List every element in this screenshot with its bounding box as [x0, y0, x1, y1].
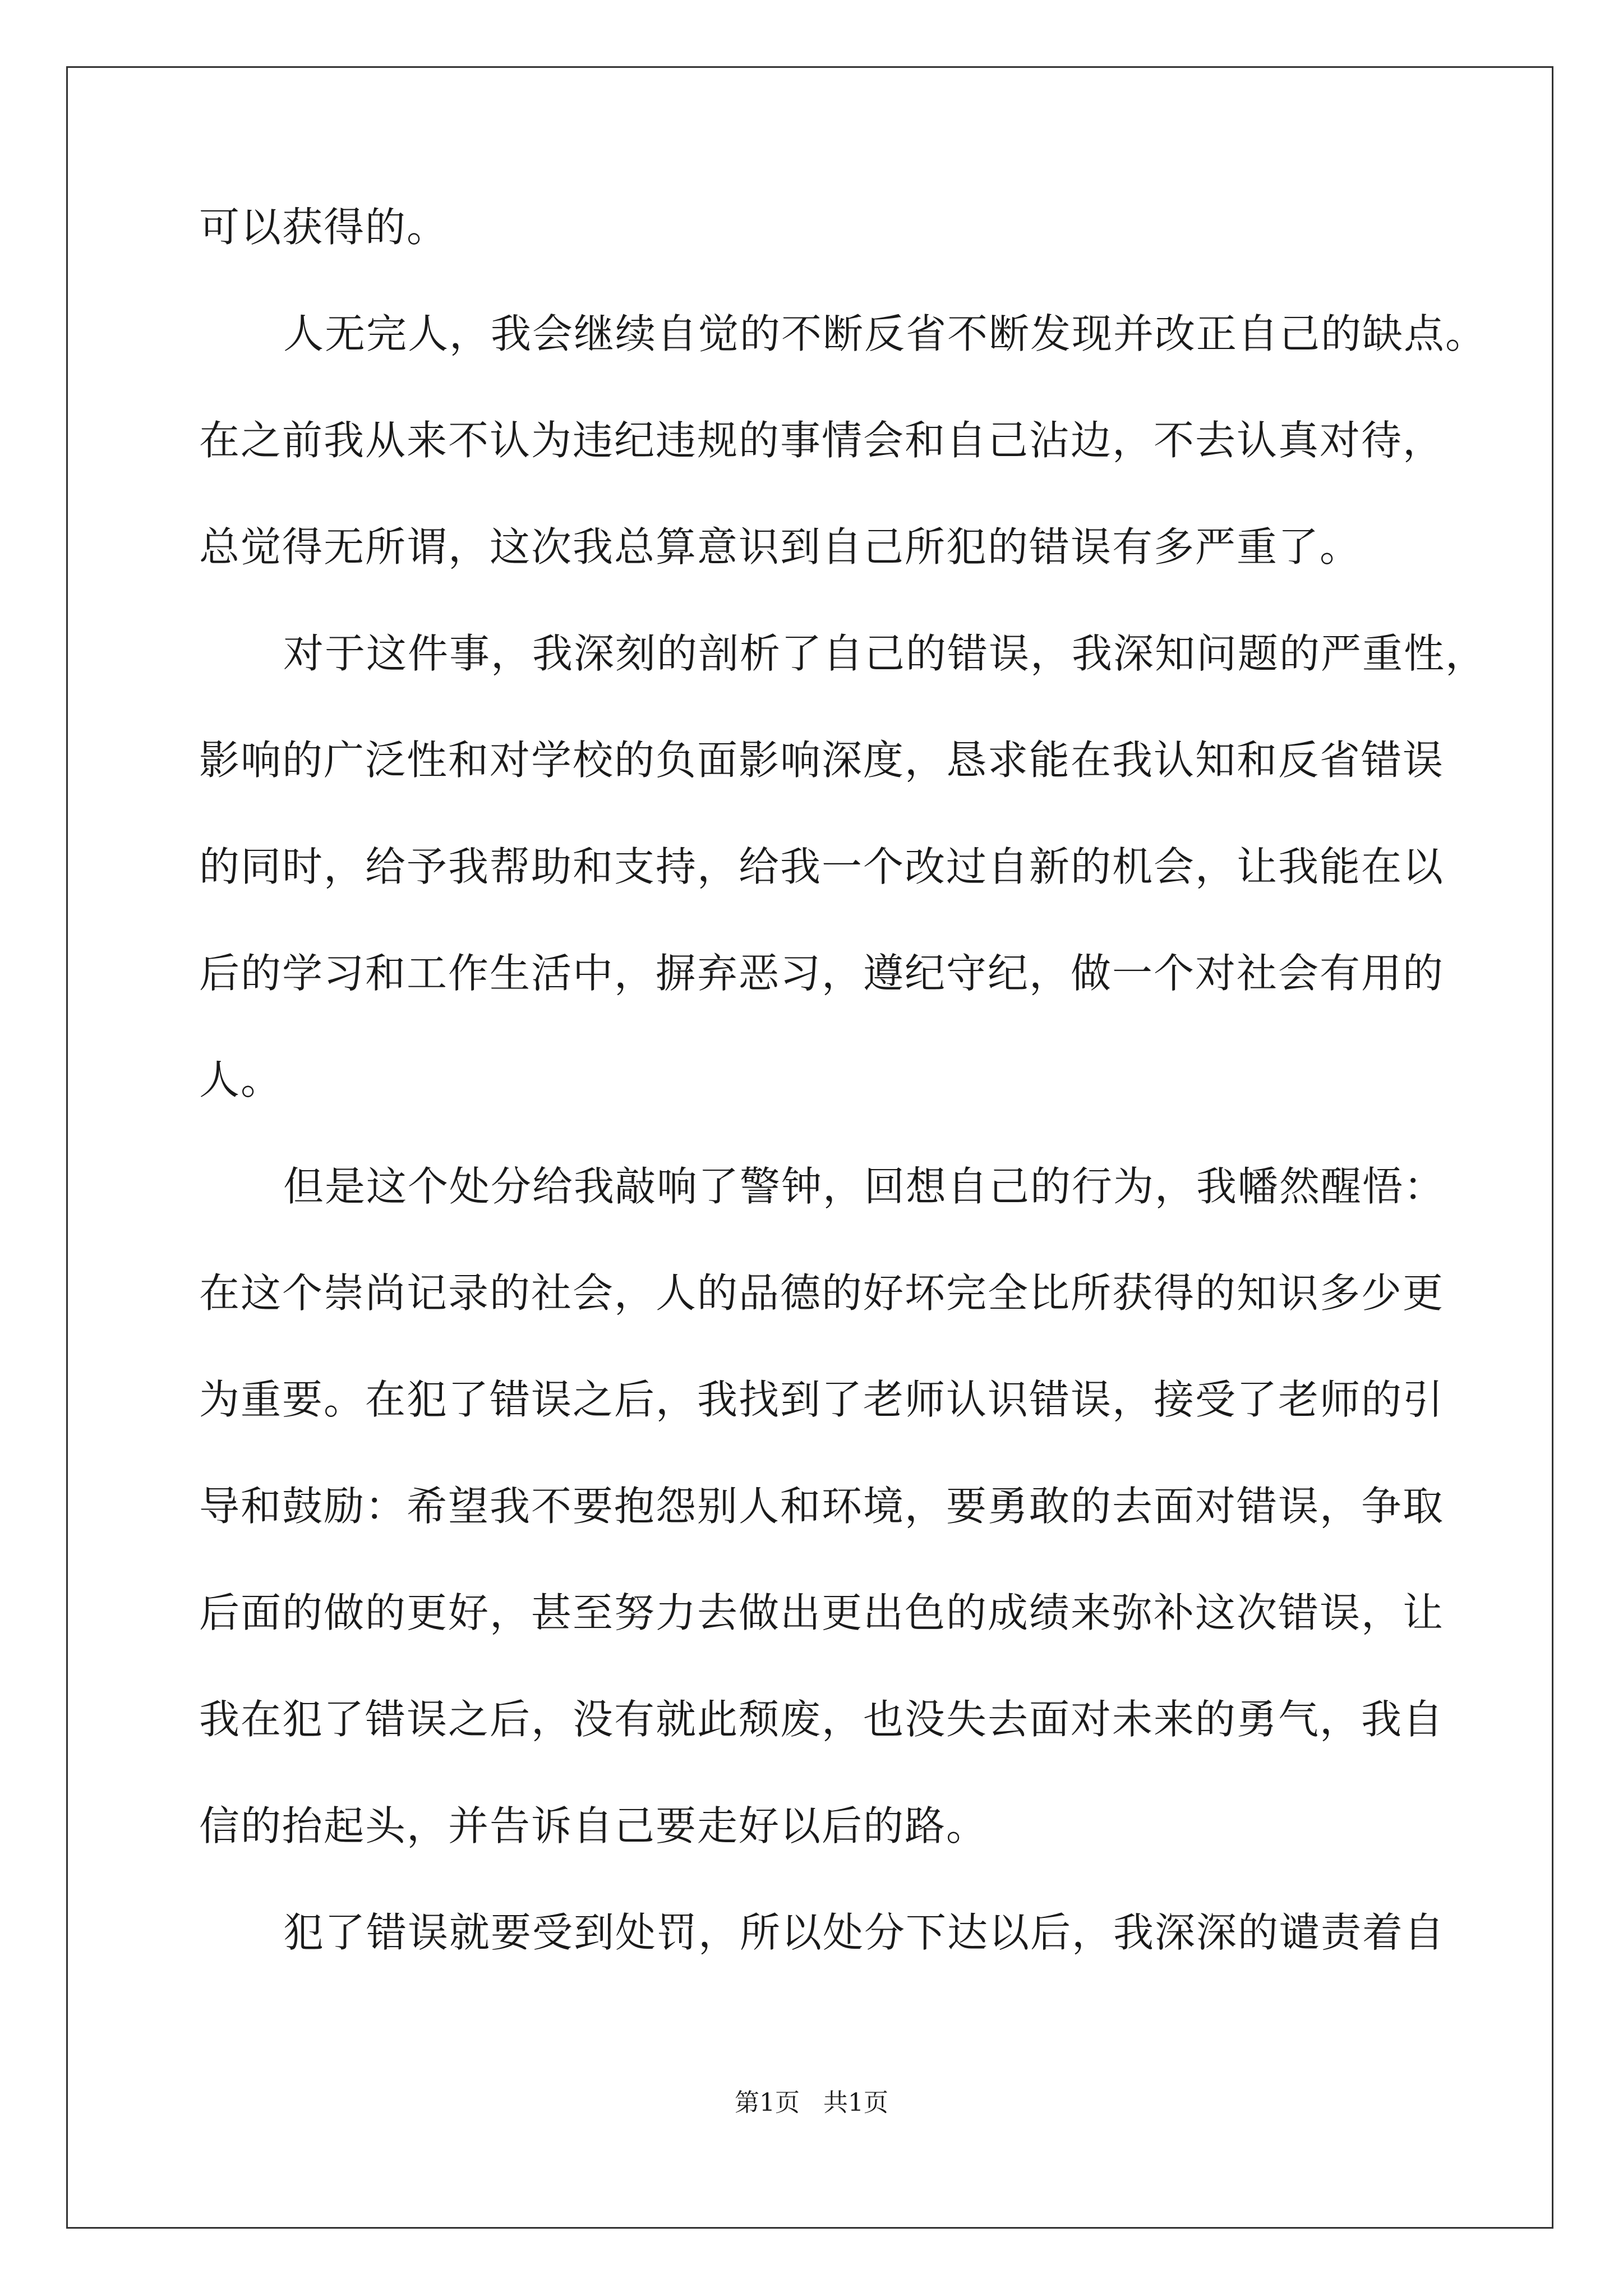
text-line: 可以获得的。 [199, 204, 449, 251]
text-line: 对于这件事，我深刻的剖析了自己的错误，我深知问题的严重性， [283, 630, 1487, 677]
page-footer [0, 2082, 1623, 2118]
text-line: 后的学习和工作生活中，摒弃恶习，遵纪守纪，做一个对社会有用的 [199, 950, 1445, 997]
page-number-current: 第1页 [735, 2088, 800, 2117]
text-line: 但是这个处分给我敲响了警钟，回想自己的行为，我幡然醒悟： [283, 1163, 1446, 1210]
text-line: 导和鼓励：希望我不要抱怨别人和环境，要勇敢的去面对错误，争取 [199, 1483, 1445, 1530]
text-line: 人无完人，我会继续自觉的不断反省不断发现并改正自己的缺点。 [283, 310, 1487, 357]
text-line: 犯了错误就要受到处罚，所以处分下达以后，我深深的谴责着自 [283, 1909, 1446, 1956]
text-line: 在之前我从来不认为违纪违规的事情会和自己沾边，不去认真对待， [199, 417, 1445, 464]
text-line: 在这个崇尚记录的社会，人的品德的好坏完全比所获得的知识多少更 [199, 1269, 1445, 1317]
text-line: 影响的广泛性和对学校的负面影响深度，恳求能在我认知和反省错误 [199, 737, 1445, 784]
text-line: 总觉得无所谓，这次我总算意识到自己所犯的错误有多严重了。 [199, 523, 1362, 570]
text-line: 人。 [199, 1056, 283, 1103]
text-line: 为重要。在犯了错误之后，我找到了老师认识错误，接受了老师的引 [199, 1376, 1445, 1423]
document-body [199, 201, 1487, 2013]
text-line: 我在犯了错误之后，没有就此颓废，也没失去面对未来的勇气，我自 [199, 1696, 1445, 1743]
text-line: 信的抬起头，并告诉自己要走好以后的路。 [199, 1802, 988, 1849]
text-line: 的同时，给予我帮助和支持，给我一个改过自新的机会，让我能在以 [199, 843, 1445, 890]
page-number-total: 共1页 [823, 2088, 888, 2117]
text-line: 后面的做的更好，甚至努力去做出更出色的成绩来弥补这次错误，让 [199, 1589, 1445, 1636]
